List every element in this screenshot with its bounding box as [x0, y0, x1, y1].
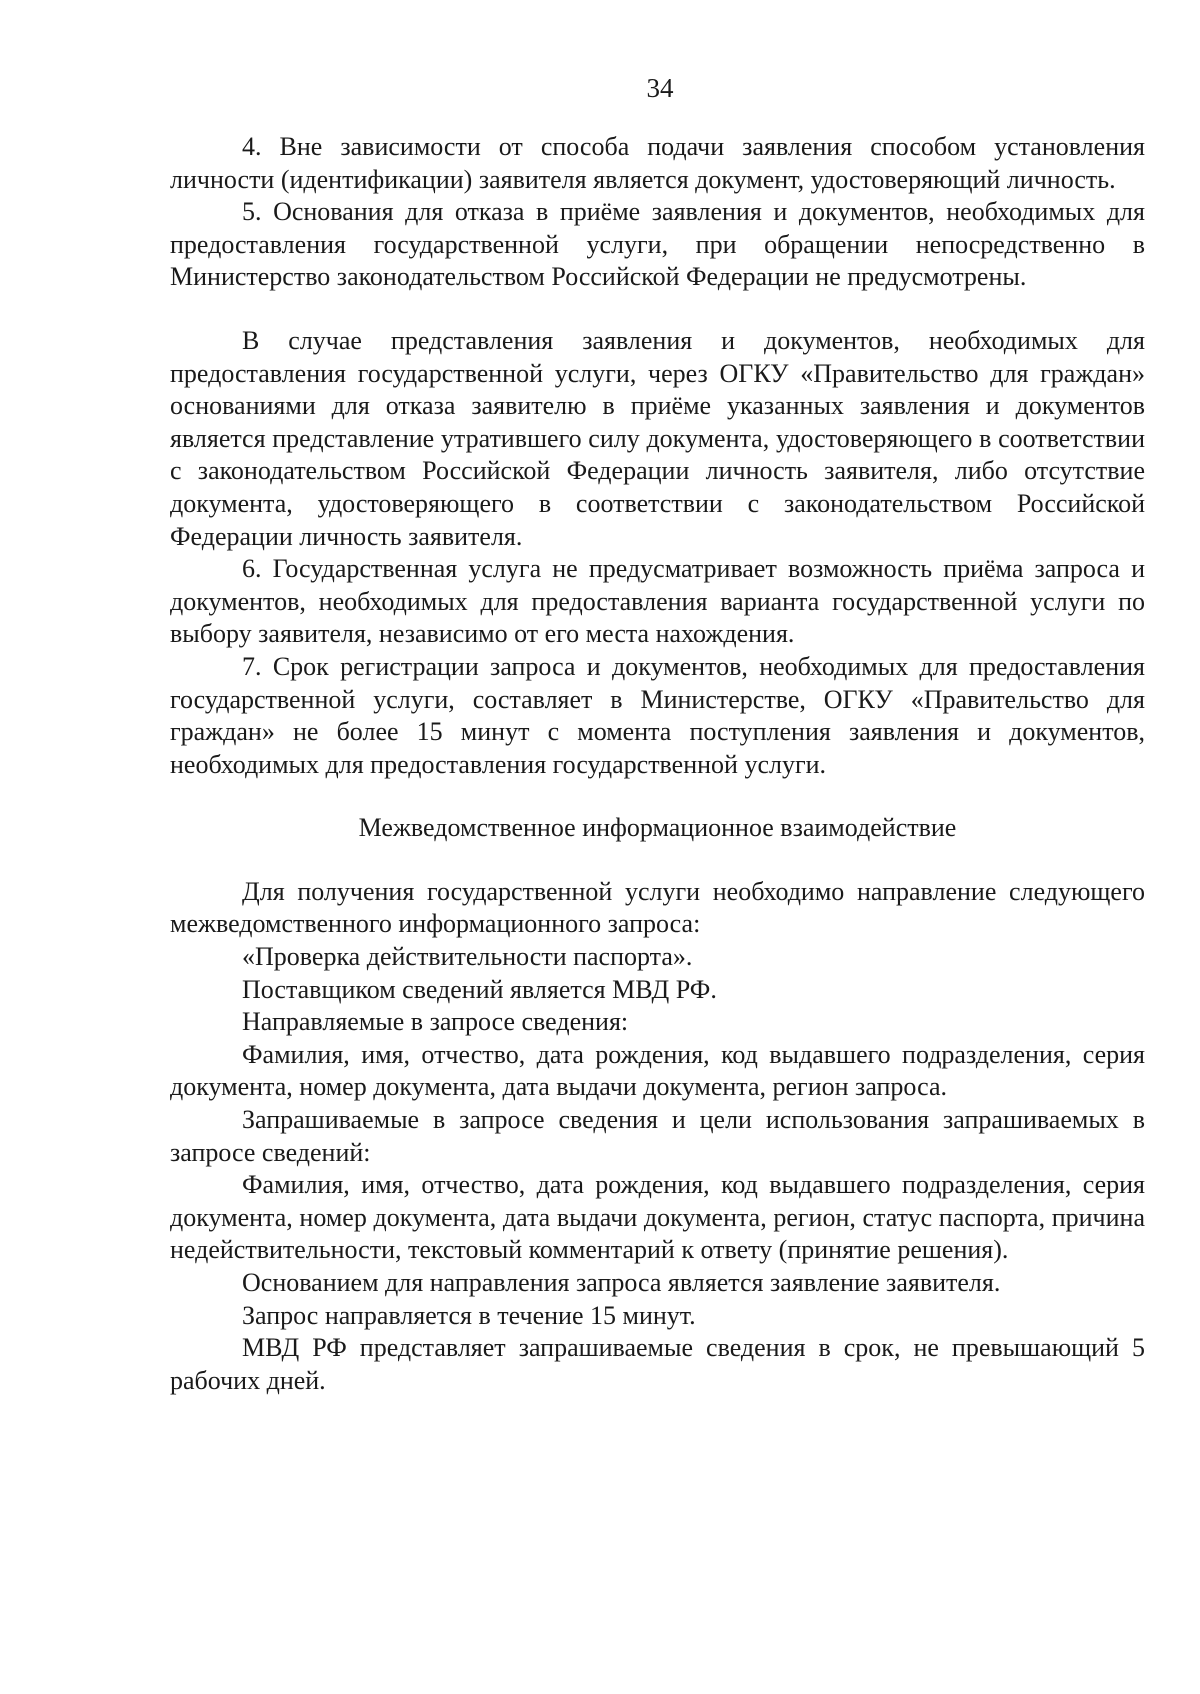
paragraph-provider: Поставщиком сведений является МВД РФ.: [242, 974, 717, 1004]
paragraph-request-basis: Основанием для направления запроса является заявление заявителя.: [242, 1268, 1001, 1297]
section-heading: Межведомственное информационное взаимодействие: [358, 813, 957, 843]
paragraph-item-6: 6. Государственная услуга не предусматривает возможность приёма запроса и документов, необходимых для предоставления варианта государственной услуги по выбору заявителя, независимо от его места нахождения.: [170, 554, 1145, 649]
paragraph-request-name: «Проверка действительности паспорта».: [242, 942, 693, 972]
paragraph-item-5: 5. Основания для отказа в приёме заявления и документов, необходимых для предоставления государственной услуги, при обращении непосредственно в Министерство законодательством Российской Федерации не предусмотрены.: [170, 197, 1145, 292]
paragraph-sent-data-label: Направляемые в запросе сведения:: [242, 1007, 629, 1037]
paragraph-request-intro: Для получения государственной услуги необходимо направление следующего межведомственного информационного запроса:: [170, 876, 1145, 939]
document-body: [170, 131, 1145, 1397]
paragraph-refusal-grounds: В случае представления заявления и документов, необходимых для предоставления государственной услуги, через ОГКУ «Правительство для граждан» основаниями для отказа заявителю в приёме указанных заявления и документов является представление утратившего силу документа, удостоверяющего в соответствии с законодательством Российской Федерации личность заявителя, либо отсутствие документа, удостоверяющего в соответствии с законодательством Российской Федерации личность заявителя.: [170, 325, 1145, 551]
paragraph-requested-data-label: Запрашиваемые в запросе сведения и цели использования запрашиваемых в запросе сведений:: [170, 1105, 1145, 1167]
paragraph-response-deadline: МВД РФ представляет запрашиваемые сведения в срок, не превышающий 5 рабочих дней.: [170, 1333, 1145, 1395]
paragraph-request-timing: Запрос направляется в течение 15 минут.: [242, 1300, 696, 1330]
page-number: 34: [646, 73, 674, 103]
paragraph-item-4: 4. Вне зависимости от способа подачи заявления способом установления личности (идентификации) заявителя является документ, удостоверяющий личность.: [170, 132, 1145, 194]
paragraph-item-7: 7. Срок регистрации запроса и документов, необходимых для предоставления государственной услуги, составляет в Министерстве, ОГКУ «Правительство для граждан» не более 15 минут с момента поступления заявления и документов, необходимых для предоставления государственной услуги.: [170, 651, 1145, 779]
paragraph-requested-data: Фамилия, имя, отчество, дата рождения, код выдавшего подразделения, серия документа, номер документа, дата выдачи документа, регион, статус паспорта, причина недействительности, текстовый комментарий к ответу (принятие решения).: [170, 1170, 1145, 1265]
paragraph-sent-data: Фамилия, имя, отчество, дата рождения, код выдавшего подразделения, серия документа, номер документа, дата выдачи документа, регион запроса.: [170, 1039, 1145, 1102]
